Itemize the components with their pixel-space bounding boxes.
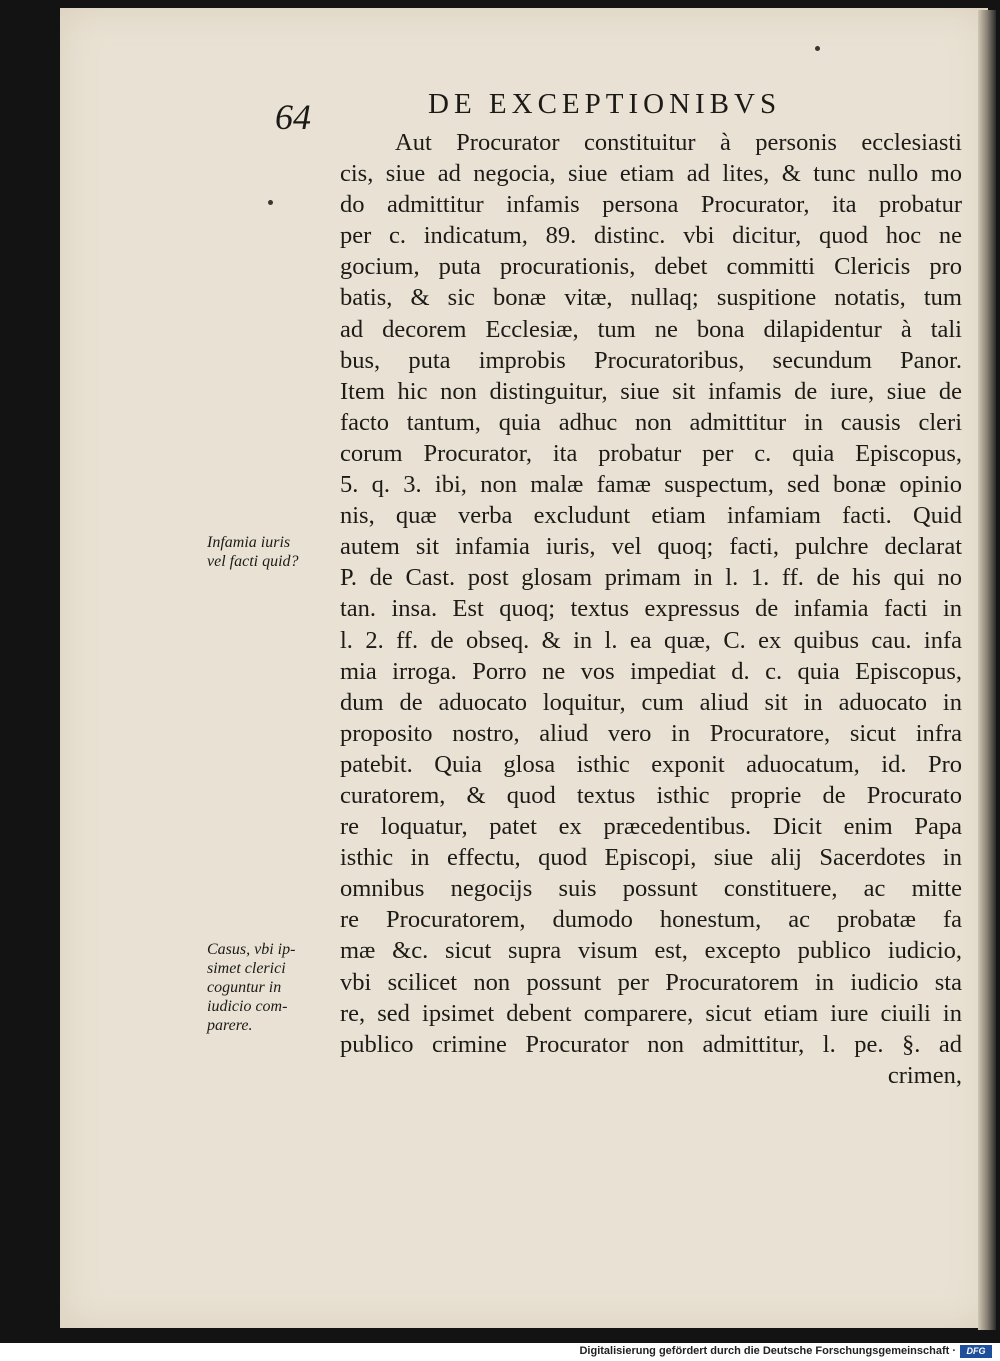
text-line: patebit. Quia glosa isthic exponit aduocatum, id. Pro xyxy=(340,750,962,778)
text-line: nis, quæ verba excludunt etiam infamiam facti. Quid xyxy=(340,502,962,530)
text-line: mia irroga. Porro ne vos impediat d. c. quia Episcopus, xyxy=(340,657,962,685)
text-line: proposito nostro, aliud vero in Procuratore, sicut infra xyxy=(340,719,962,747)
text-line: omnibus negocijs suis possunt constituere, ac mitte xyxy=(340,875,962,903)
text-line: re Procuratorem, dumodo honestum, ac probatæ fa xyxy=(340,906,962,934)
text-line: gocium, puta procurationis, debet committi Clericis pro xyxy=(340,253,962,281)
text-line: publico crimine Procurator non admittitur, l. pe. §. ad xyxy=(340,1030,962,1058)
marginal-note-infamia xyxy=(207,533,337,571)
marginal-line: vel facti quid? xyxy=(207,553,299,570)
text-line: do admittitur infamis persona Procurator, ita probatur xyxy=(340,191,962,219)
ink-speck xyxy=(815,46,820,51)
text-line: tan. insa. Est quoq; textus expressus de infamia facti in xyxy=(340,595,962,623)
text-line: autem sit infamia iuris, vel quoq; facti, pulchre declarat xyxy=(340,533,962,561)
text-line: re loquatur, patet ex præcedentibus. Dicit enim Papa xyxy=(340,813,962,841)
text-line: 5. q. 3. ibi, non malæ famæ suspectum, sed bonæ opinio xyxy=(340,471,962,499)
running-head: DE EXCEPTIONIBVS xyxy=(428,88,782,120)
text-line: batis, & sic bonæ vitæ, nullaq; suspitione notatis, tum xyxy=(340,284,962,312)
marginal-line: coguntur in xyxy=(207,979,282,996)
page-number: 64 xyxy=(275,97,311,137)
text-line: curatorem, & quod textus isthic proprie de Procurato xyxy=(340,781,962,809)
marginal-line: parere. xyxy=(207,1017,253,1034)
page-edge xyxy=(978,10,996,1330)
text-line: Item hic non distinguitur, siue sit infamis de iure, siue de xyxy=(340,377,962,405)
marginal-line: Casus, vbi ip- xyxy=(207,941,296,958)
marginal-line: Infamia iuris xyxy=(207,534,291,551)
catchword: crimen, xyxy=(887,1061,962,1089)
text-line: l. 2. ff. de obseq. & in l. ea quæ, C. ex quibus cau. infa xyxy=(340,626,962,654)
text-line: re, sed ipsimet debent comparere, sicut etiam iure ciuili in xyxy=(340,999,962,1027)
marginal-line: iudicio com- xyxy=(207,998,288,1015)
marginal-line: simet clerici xyxy=(207,960,286,977)
body-text xyxy=(340,127,962,1091)
text-line: Aut Procurator constituitur à personis ecclesiasti xyxy=(395,129,962,156)
text-line: P. de Cast. post glosam primam in l. 1. ff. de his qui no xyxy=(340,564,962,592)
text-line: ad decorem Ecclesiæ, tum ne bona dilapidentur à tali xyxy=(340,315,962,343)
ink-speck xyxy=(268,200,273,205)
marginal-note-casus xyxy=(207,940,337,1035)
text-line: dum de aduocato loquitur, cum aliud sit in aduocato in xyxy=(340,688,962,716)
text-line: cis, siue ad negocia, siue etiam ad lites, & tunc nullo mo xyxy=(340,160,962,188)
text-line: corum Procurator, ita probatur per c. quia Episcopus, xyxy=(340,439,962,467)
funding-note: Digitalisierung gefördert durch die Deutsche Forschungsgemeinschaft · xyxy=(579,1345,956,1357)
text-line: vbi scilicet non possunt per Procuratorem in iudicio sta xyxy=(340,968,962,996)
dfg-logo: DFG xyxy=(960,1345,992,1358)
text-line: bus, puta improbis Procuratoribus, secundum Panor. xyxy=(340,346,962,374)
text-line: mæ &c. sicut supra visum est, excepto publico iudicio, xyxy=(340,937,962,965)
text-line: facto tantum, quia adhuc non admittitur in causis cleri xyxy=(340,408,962,436)
text-line: per c. indicatum, 89. distinc. vbi dicitur, quod hoc ne xyxy=(340,222,962,250)
text-line: isthic in effectu, quod Episcopi, siue alij Sacerdotes in xyxy=(340,844,962,872)
